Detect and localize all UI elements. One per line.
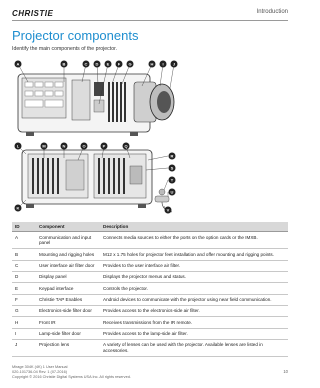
- svg-text:F: F: [117, 61, 121, 67]
- cell-id: C: [12, 260, 36, 271]
- svg-text:P: P: [102, 143, 106, 149]
- callout-s: [169, 165, 176, 172]
- callout-k: [15, 205, 22, 212]
- table-row: [12, 306, 288, 317]
- cell-component: Electronics-side filter door: [36, 306, 100, 317]
- cell-id: E: [12, 283, 36, 294]
- cell-id: B: [12, 249, 36, 260]
- table-row: [12, 340, 288, 357]
- svg-text:T: T: [170, 177, 174, 183]
- page-footer: [12, 365, 131, 380]
- svg-text:A: A: [16, 61, 20, 67]
- table-row: [12, 232, 288, 249]
- cell-id: I: [12, 328, 36, 339]
- callout-n: [61, 143, 68, 150]
- cell-component: Projection lens: [36, 340, 100, 357]
- table-row: [12, 272, 288, 283]
- intro-text: Identify the main components of the projector.: [12, 46, 117, 52]
- svg-text:K: K: [16, 205, 20, 211]
- callout-t: [169, 177, 176, 184]
- page-number: 10: [283, 369, 288, 374]
- footer-manual-title: Mirage 304K (4K) 1 User Manual: [12, 365, 68, 370]
- callout-c: [83, 61, 90, 68]
- cell-component: Lamp-side filter door: [36, 328, 100, 339]
- header-description: Description: [100, 222, 288, 232]
- callout-b: [61, 61, 68, 68]
- cell-component: Christie TAP Enables: [36, 294, 100, 305]
- table-row: [12, 328, 288, 339]
- svg-text:E: E: [106, 61, 110, 67]
- components-table: [12, 222, 288, 357]
- callout-i: [160, 61, 167, 68]
- cell-description: Controls the projector.: [100, 283, 288, 294]
- header-id: ID: [12, 222, 36, 232]
- callout-l: [15, 143, 22, 150]
- cell-description: A variety of lenses can be used with the projector. Available lenses are listed in accessories.: [100, 340, 288, 357]
- svg-text:N: N: [62, 143, 66, 149]
- cell-component: Keypad interface: [36, 283, 100, 294]
- projector-front-figure: [12, 58, 182, 140]
- svg-text:I: I: [162, 61, 164, 67]
- projector-rear-illustration: [12, 140, 182, 216]
- table-row: [12, 283, 288, 294]
- cell-id: G: [12, 306, 36, 317]
- cell-description: Displays the projector menus and status.: [100, 272, 288, 283]
- cell-component: Front IR: [36, 317, 100, 328]
- callout-d: [94, 61, 101, 68]
- callout-e: [105, 61, 112, 68]
- callout-j: [171, 61, 178, 68]
- svg-text:B: B: [62, 61, 66, 67]
- footer-copyright: Copyright © 2016 Christie Digital Systems USA Inc. All rights reserved.: [12, 375, 131, 380]
- cell-description: Provides access to the lamp-side air filter.: [100, 328, 288, 339]
- cell-description: Receives transmissions from the IR remote.: [100, 317, 288, 328]
- table-header-row: [12, 222, 288, 232]
- svg-text:L: L: [16, 143, 20, 149]
- callout-h: [149, 61, 156, 68]
- cell-description: M12 x 1.75 holes for projector feet installation and offer mounting and rigging points.: [100, 249, 288, 260]
- svg-text:H: H: [150, 61, 154, 67]
- cell-id: D: [12, 272, 36, 283]
- cell-component: Display panel: [36, 272, 100, 283]
- svg-text:C: C: [84, 61, 88, 67]
- page-title: Projector components: [12, 28, 139, 43]
- cell-description: Provides to the user interface air filter.: [100, 260, 288, 271]
- cell-component: Mounting and rigging holes: [36, 249, 100, 260]
- projector-front-illustration: [12, 58, 182, 140]
- cell-description: Android devices to communicate with the projector using near field communication.: [100, 294, 288, 305]
- christie-logo: CHRISTIE: [12, 9, 54, 18]
- callout-p: [101, 143, 108, 150]
- callout-f: [116, 61, 123, 68]
- cell-description: Connects media sources to either the ports on the option cards or the IMXB.: [100, 232, 288, 249]
- callout-u: [169, 189, 176, 196]
- projector-rear-figure: [12, 140, 182, 216]
- callout-m: [41, 143, 48, 150]
- cell-id: J: [12, 340, 36, 357]
- callout-a: [15, 61, 22, 68]
- callout-g: [127, 61, 134, 68]
- svg-text:M: M: [42, 143, 46, 149]
- cell-id: F: [12, 294, 36, 305]
- cell-id: A: [12, 232, 36, 249]
- callout-r: [169, 153, 176, 160]
- section-name: Introduction: [256, 9, 288, 15]
- svg-text:Q: Q: [124, 143, 128, 149]
- cell-component: User interface air filter door: [36, 260, 100, 271]
- svg-text:U: U: [170, 189, 174, 195]
- callout-v: [165, 207, 172, 214]
- table-row: [12, 294, 288, 305]
- svg-text:G: G: [128, 61, 132, 67]
- table-row: [12, 249, 288, 260]
- table-row: [12, 260, 288, 271]
- header-component: Component: [36, 222, 100, 232]
- header-divider: [12, 20, 288, 21]
- svg-text:D: D: [95, 61, 99, 67]
- callout-q: [123, 143, 130, 150]
- cell-component: Communication and input panel: [36, 232, 100, 249]
- svg-text:O: O: [82, 143, 86, 149]
- cell-id: H: [12, 317, 36, 328]
- cell-description: Provides access to the electronics-side air filter.: [100, 306, 288, 317]
- footer-document-number: 020-101736-04 Rev. 1 (07-2016): [12, 370, 68, 375]
- svg-text:S: S: [170, 165, 174, 171]
- table-row: [12, 317, 288, 328]
- callout-o: [81, 143, 88, 150]
- svg-text:R: R: [170, 153, 174, 159]
- svg-text:V: V: [166, 207, 170, 213]
- svg-text:J: J: [172, 61, 176, 67]
